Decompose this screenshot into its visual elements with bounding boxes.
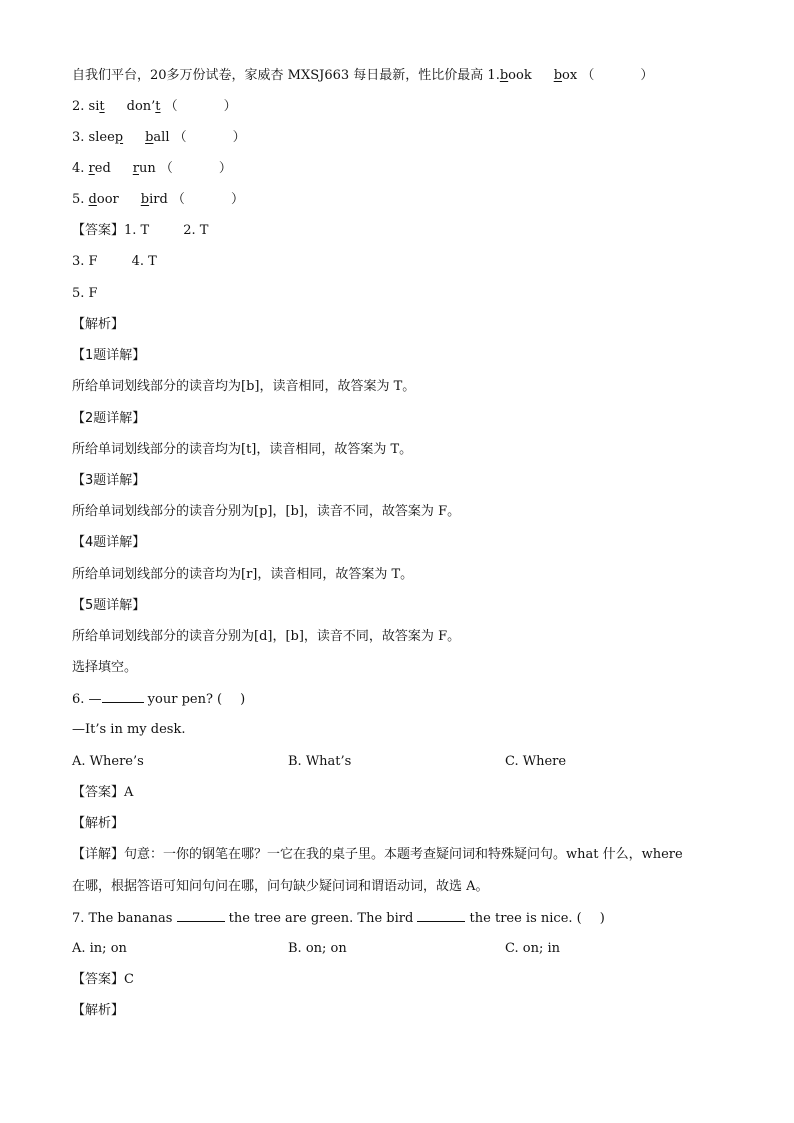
option-b: B. What’s xyxy=(288,754,352,769)
question-7-answer: 【答案】C xyxy=(72,972,134,987)
item-number: 4. xyxy=(72,161,89,176)
item-number: 3. xyxy=(72,130,89,145)
detail-1-title: 【1题详解】 xyxy=(72,348,146,363)
answer-blank xyxy=(177,909,225,922)
item-1-word-2-underlined: b xyxy=(553,68,563,83)
answers-line-2 xyxy=(72,253,157,271)
question-6-answer: 【答案】A xyxy=(72,785,134,800)
answer-4: 4. T xyxy=(131,254,157,269)
underlined-letter: t xyxy=(155,99,161,114)
item-1-word-1-underlined: b xyxy=(499,68,509,83)
detail-4-text: 所给单词划线部分的读音均为[r]，读音相同，故答案为 T。 xyxy=(72,567,414,582)
underlined-letter: r xyxy=(88,161,95,176)
paren-close: ） xyxy=(640,68,654,83)
detail-1-text: 所给单词划线部分的读音均为[b]，读音相同，故答案为 T。 xyxy=(72,379,416,394)
answer-blank xyxy=(417,909,465,922)
underlined-letter: d xyxy=(88,192,97,207)
underlined-letter: r xyxy=(132,161,139,176)
option-c: C. on; in xyxy=(505,941,560,956)
detail-3-title: 【3题详解】 xyxy=(72,473,146,488)
question-6-options xyxy=(72,753,732,771)
item-4-line: 4. red run （ ） xyxy=(72,161,232,176)
option-c: C. Where xyxy=(505,754,567,769)
underlined-letter: p xyxy=(114,130,124,145)
item-2-line: 2. sit don’t （ ） xyxy=(72,99,237,114)
answer-blank xyxy=(102,690,144,703)
detail-5-text: 所给单词划线部分的读音分别为[d]，[b]，读音不同，故答案为 F。 xyxy=(72,629,461,644)
question-6-detail-2: 在哪，根据答语可知问句问在哪，问句缺少疑问词和谓语动词，故选 A。 xyxy=(72,879,489,894)
underlined-letter: b xyxy=(140,192,150,207)
item-1-word-1-rest: ook xyxy=(508,68,532,83)
item-1-line xyxy=(72,67,653,85)
question-6-detail-1: 【详解】句意：一你的钢笔在哪？一它在我的桌子里。本题考查疑问词和特殊疑问句。what 什么，where xyxy=(72,847,683,862)
answer-1: 1. T xyxy=(124,223,150,238)
answers-line-1 xyxy=(72,222,208,240)
question-7: 7. The bananas the tree are green. The bird the tree is nice. ( ) xyxy=(72,911,605,926)
detail-3-text: 所给单词划线部分的读音分别为[p]，[b]，读音不同，故答案为 F。 xyxy=(72,504,461,519)
option-a: A. in; on xyxy=(72,941,127,956)
detail-5-title: 【5题详解】 xyxy=(72,598,146,613)
analysis-label: 【解析】 xyxy=(72,317,125,332)
option-a: A. Where’s xyxy=(72,754,144,769)
detail-2-title: 【2题详解】 xyxy=(72,411,146,426)
answer-label: 【答案】 xyxy=(72,223,125,238)
answer-3: 3. F xyxy=(72,254,98,269)
item-3-line: 3. sleep ball （ ） xyxy=(72,130,246,145)
question-6: 6. — your pen? ( ) xyxy=(72,692,246,707)
item-number: 5. xyxy=(72,192,89,207)
option-b: B. on; on xyxy=(288,941,347,956)
question-7-options xyxy=(72,940,732,958)
question-6-analysis-label: 【解析】 xyxy=(72,816,125,831)
underlined-letter: t xyxy=(99,99,105,114)
underlined-letter: b xyxy=(145,130,154,145)
item-1-word-2-rest: ox xyxy=(562,68,578,83)
answers-line-3 xyxy=(72,285,98,303)
item-5-line: 5. door bird （ ） xyxy=(72,192,244,207)
header-prefix: 自我们平台，20多万份试卷，家威杏 MXSJ663 每日最新，性比价最高 1. xyxy=(72,68,500,83)
section-title: 选择填空。 xyxy=(72,660,138,675)
item-number: 2. xyxy=(72,99,89,114)
answer-5: 5. F xyxy=(72,286,98,301)
answer-2: 2. T xyxy=(183,223,209,238)
question-6-reply: —It’s in my desk. xyxy=(72,722,186,737)
detail-4-title: 【4题详解】 xyxy=(72,535,146,550)
question-7-analysis-label: 【解析】 xyxy=(72,1003,125,1018)
paren-open: （ xyxy=(581,68,595,83)
detail-2-text: 所给单词划线部分的读音均为[t]，读音相同，故答案为 T。 xyxy=(72,442,413,457)
